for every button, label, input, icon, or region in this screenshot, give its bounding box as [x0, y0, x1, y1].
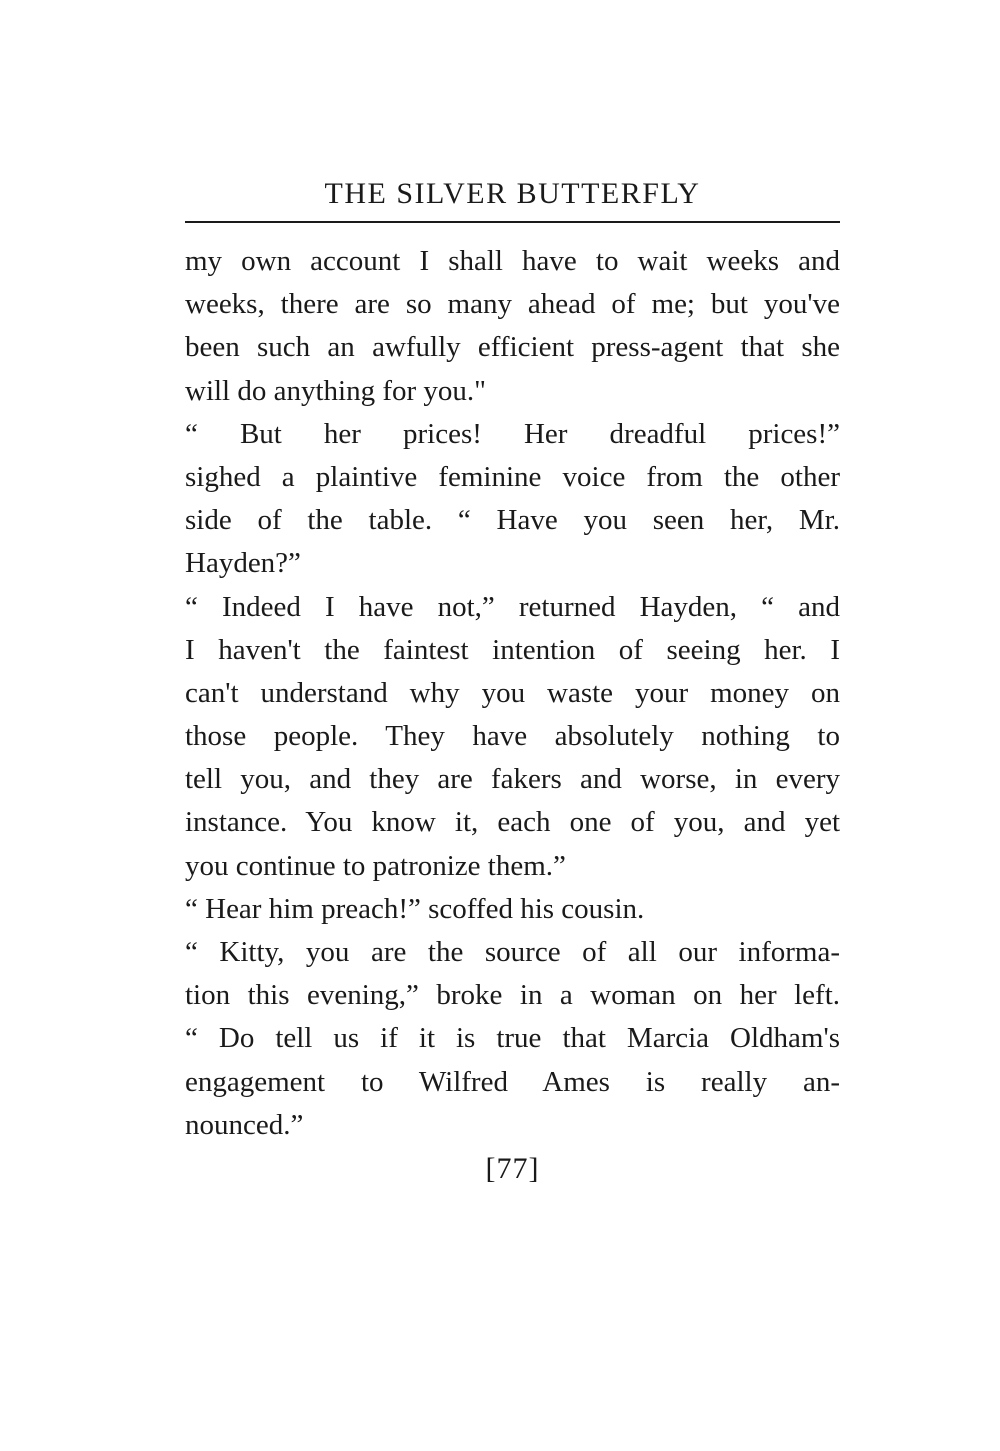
text-line: “ Hear him preach!” scoffed his cousin.	[185, 892, 645, 925]
text-line: you continue to patronize them.”	[185, 849, 566, 882]
text-line: side of the table. “ Have you seen her, Mr.	[185, 504, 840, 537]
text-line: will do anything for you."	[185, 374, 487, 407]
text-line: engagement to Wilfred Ames is really an-	[185, 1065, 840, 1098]
text-line: been such an awfully efficient press-agent that she	[185, 331, 840, 364]
text-line: those people. They have absolutely nothing to	[185, 720, 840, 753]
text-line: “ Do tell us if it is true that Marcia Oldham's	[185, 1022, 840, 1055]
text-line: tell you, and they are fakers and worse, in every	[185, 763, 840, 796]
text-line: can't understand why you waste your money on	[185, 676, 840, 709]
text-line: my own account I shall have to wait weeks and	[185, 245, 840, 277]
text-line: “ Indeed I have not,” returned Hayden, “ and	[185, 590, 840, 623]
text-line: “ But her prices! Her dreadful prices!”	[185, 417, 840, 450]
text-line: weeks, there are so many ahead of me; but you've	[185, 288, 840, 321]
text-line: tion this evening,” broke in a woman on her left.	[185, 979, 840, 1012]
header-rule	[185, 221, 840, 223]
text-line: instance. You know it, each one of you, and yet	[185, 806, 840, 839]
text-line: sighed a plaintive feminine voice from the other	[185, 460, 840, 493]
text-line: nounced.”	[185, 1108, 304, 1141]
text-line: “ Kitty, you are the source of all our informa-	[185, 936, 840, 968]
body-text	[185, 240, 840, 1147]
text-line: I haven't the faintest intention of seeing her. I	[185, 633, 840, 666]
page-number: [77]	[485, 1152, 540, 1185]
text-line: Hayden?”	[185, 547, 301, 580]
running-header: THE SILVER BUTTERFLY	[324, 177, 701, 210]
